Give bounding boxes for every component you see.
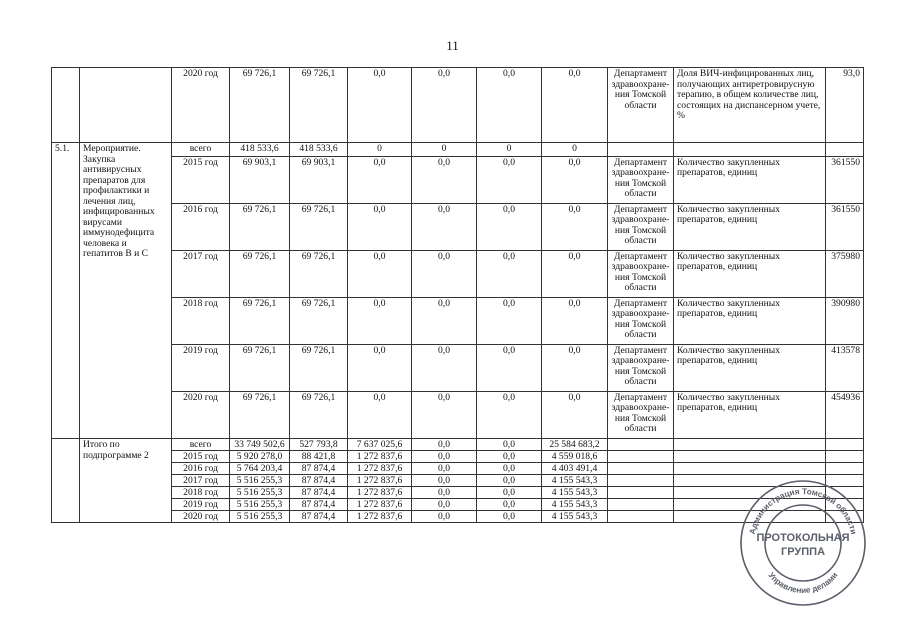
department-cell: Департамент здравоохране-ния Томской области xyxy=(608,344,674,391)
indicator-value-cell: 361550 xyxy=(826,156,864,203)
fund-cell: 0 xyxy=(477,143,542,157)
total-cell: 418 533,6 xyxy=(230,143,290,157)
regional-cell: 0,0 xyxy=(348,250,412,297)
regional-cell: 0,0 xyxy=(348,156,412,203)
federal-cell: 87 874,4 xyxy=(290,462,348,474)
other-cell: 0,0 xyxy=(542,203,608,250)
year-cell: 2020 год xyxy=(172,391,230,438)
fund-cell: 0,0 xyxy=(477,203,542,250)
federal-cell: 527 793,8 xyxy=(290,438,348,450)
indicator-value-cell: 454936 xyxy=(826,391,864,438)
fund-cell: 0,0 xyxy=(477,68,542,143)
total-cell: 5 764 203,4 xyxy=(230,462,290,474)
other-cell: 4 155 543,3 xyxy=(542,486,608,498)
year-cell: 2020 год xyxy=(172,68,230,143)
fund-cell: 0,0 xyxy=(477,297,542,344)
total-cell: 69 726,1 xyxy=(230,391,290,438)
empty-cell xyxy=(608,450,674,462)
total-cell: 5 516 255,3 xyxy=(230,510,290,522)
page-number: 11 xyxy=(446,38,459,53)
fund-cell: 0,0 xyxy=(477,462,542,474)
total-cell: 69 726,1 xyxy=(230,297,290,344)
total-cell: 69 726,1 xyxy=(230,344,290,391)
federal-cell: 69 726,1 xyxy=(290,68,348,143)
fund-cell: 0,0 xyxy=(477,344,542,391)
other-cell: 4 403 491,4 xyxy=(542,462,608,474)
table-row xyxy=(52,391,864,438)
local-cell: 0,0 xyxy=(412,486,477,498)
local-cell: 0,0 xyxy=(412,156,477,203)
local-cell: 0,0 xyxy=(412,474,477,486)
program-table xyxy=(51,67,864,523)
year-cell: 2017 год xyxy=(172,474,230,486)
year-cell: 2019 год xyxy=(172,498,230,510)
table-row xyxy=(52,143,864,157)
empty-cell xyxy=(608,438,674,450)
empty-cell xyxy=(608,510,674,522)
empty-cell xyxy=(826,450,864,462)
summary-title: Итого по подпрограмме 2 xyxy=(80,438,172,522)
year-cell: 2017 год xyxy=(172,250,230,297)
other-cell: 0,0 xyxy=(542,391,608,438)
federal-cell: 87 874,4 xyxy=(290,486,348,498)
table-row xyxy=(52,450,864,462)
year-cell: 2018 год xyxy=(172,297,230,344)
other-cell: 4 155 543,3 xyxy=(542,498,608,510)
empty-cell xyxy=(674,450,826,462)
fund-cell: 0,0 xyxy=(477,498,542,510)
fund-cell: 0,0 xyxy=(477,438,542,450)
table-row xyxy=(52,297,864,344)
stamp-seal xyxy=(738,478,868,608)
stamp-center-line1: ПРОТОКОЛЬНАЯ xyxy=(756,532,850,544)
regional-cell: 0,0 xyxy=(348,344,412,391)
federal-cell: 69 726,1 xyxy=(290,250,348,297)
local-cell: 0,0 xyxy=(412,510,477,522)
regional-cell: 1 272 837,6 xyxy=(348,450,412,462)
local-cell: 0,0 xyxy=(412,250,477,297)
indicator-value-cell: 413578 xyxy=(826,344,864,391)
regional-cell: 0,0 xyxy=(348,297,412,344)
department-cell: Департамент здравоохране-ния Томской области xyxy=(608,68,674,143)
other-cell: 4 155 543,3 xyxy=(542,510,608,522)
regional-cell: 1 272 837,6 xyxy=(348,486,412,498)
year-cell: всего xyxy=(172,438,230,450)
local-cell: 0,0 xyxy=(412,498,477,510)
total-cell: 33 749 502,6 xyxy=(230,438,290,450)
empty-cell xyxy=(52,438,80,522)
local-cell: 0,0 xyxy=(412,462,477,474)
measure-title: Мероприятие. Закупка антивирусных препаратов для профилактики и лечения лиц, инфицированных вирусами иммунодефицита человека и гепатитов В и С xyxy=(80,143,172,439)
empty-cell xyxy=(608,486,674,498)
fund-cell: 0,0 xyxy=(477,474,542,486)
federal-cell: 69 726,1 xyxy=(290,203,348,250)
table-row xyxy=(52,156,864,203)
indicator-cell: Количество закупленных препаратов, единиц xyxy=(674,297,826,344)
regional-cell: 0,0 xyxy=(348,203,412,250)
other-cell: 0,0 xyxy=(542,297,608,344)
other-cell: 4 155 543,3 xyxy=(542,474,608,486)
federal-cell: 418 533,6 xyxy=(290,143,348,157)
local-cell: 0 xyxy=(412,143,477,157)
other-cell: 25 584 683,2 xyxy=(542,438,608,450)
total-cell: 69 726,1 xyxy=(230,250,290,297)
fund-cell: 0,0 xyxy=(477,156,542,203)
total-cell: 69 726,1 xyxy=(230,203,290,250)
fund-cell: 0,0 xyxy=(477,486,542,498)
local-cell: 0,0 xyxy=(412,391,477,438)
indicator-value-cell: 93,0 xyxy=(826,68,864,143)
empty-cell xyxy=(608,498,674,510)
local-cell: 0,0 xyxy=(412,68,477,143)
federal-cell: 88 421,8 xyxy=(290,450,348,462)
stamp-center-line2: ГРУППА xyxy=(780,546,826,558)
table-row xyxy=(52,462,864,474)
federal-cell: 87 874,4 xyxy=(290,474,348,486)
total-cell: 69 903,1 xyxy=(230,156,290,203)
indicator-value-cell: 375980 xyxy=(826,250,864,297)
fund-cell: 0,0 xyxy=(477,450,542,462)
department-cell: Департамент здравоохране-ния Томской области xyxy=(608,156,674,203)
regional-cell: 0,0 xyxy=(348,391,412,438)
other-cell: 4 559 018,6 xyxy=(542,450,608,462)
fund-cell: 0,0 xyxy=(477,250,542,297)
indicator-value-cell: 390980 xyxy=(826,297,864,344)
other-cell: 0,0 xyxy=(542,156,608,203)
fund-cell: 0,0 xyxy=(477,510,542,522)
federal-cell: 87 874,4 xyxy=(290,498,348,510)
indicator-cell: Количество закупленных препаратов, единиц xyxy=(674,344,826,391)
table-row xyxy=(52,203,864,250)
empty-cell xyxy=(608,462,674,474)
empty-cell xyxy=(674,438,826,450)
regional-cell: 1 272 837,6 xyxy=(348,462,412,474)
local-cell: 0,0 xyxy=(412,438,477,450)
local-cell: 0,0 xyxy=(412,203,477,250)
indicator-cell: Доля ВИЧ-инфицированных лиц, получающих антиретровирусную терапию, в общем количестве лиц, состоящих на диспансерном учете, % xyxy=(674,68,826,143)
other-cell: 0,0 xyxy=(542,68,608,143)
federal-cell: 69 726,1 xyxy=(290,344,348,391)
table-row xyxy=(52,438,864,450)
measure-number: 5.1. xyxy=(52,143,80,439)
federal-cell: 69 726,1 xyxy=(290,391,348,438)
other-cell: 0,0 xyxy=(542,250,608,297)
regional-cell: 1 272 837,6 xyxy=(348,510,412,522)
regional-cell: 1 272 837,6 xyxy=(348,474,412,486)
year-cell: 2019 год xyxy=(172,344,230,391)
local-cell: 0,0 xyxy=(412,450,477,462)
indicator-cell: Количество закупленных препаратов, единиц xyxy=(674,250,826,297)
local-cell: 0,0 xyxy=(412,297,477,344)
department-cell: Департамент здравоохране-ния Томской области xyxy=(608,391,674,438)
department-cell: Департамент здравоохране-ния Томской области xyxy=(608,297,674,344)
federal-cell: 69 903,1 xyxy=(290,156,348,203)
federal-cell: 69 726,1 xyxy=(290,297,348,344)
stamp-bottom-text: Управление делами xyxy=(766,570,840,596)
department-cell: Департамент здравоохране-ния Томской области xyxy=(608,250,674,297)
federal-cell: 87 874,4 xyxy=(290,510,348,522)
total-cell: 5 516 255,3 xyxy=(230,486,290,498)
year-cell: 2016 год xyxy=(172,203,230,250)
indicator-cell: Количество закупленных препаратов, единиц xyxy=(674,203,826,250)
regional-cell: 7 637 025,6 xyxy=(348,438,412,450)
total-cell: 5 516 255,3 xyxy=(230,474,290,486)
total-cell: 5 516 255,3 xyxy=(230,498,290,510)
year-cell: всего xyxy=(172,143,230,157)
year-cell: 2018 год xyxy=(172,486,230,498)
year-cell: 2020 год xyxy=(172,510,230,522)
indicator-value-cell: 361550 xyxy=(826,203,864,250)
total-cell: 69 726,1 xyxy=(230,68,290,143)
empty-cell xyxy=(674,462,826,474)
regional-cell: 0,0 xyxy=(348,68,412,143)
table-row xyxy=(52,250,864,297)
empty-cell xyxy=(608,474,674,486)
regional-cell: 0 xyxy=(348,143,412,157)
year-cell: 2016 год xyxy=(172,462,230,474)
indicator-cell: Количество закупленных препаратов, единиц xyxy=(674,156,826,203)
stamp-outer-text: Администрация Томской области xyxy=(747,486,859,536)
year-cell: 2015 год xyxy=(172,156,230,203)
local-cell: 0,0 xyxy=(412,344,477,391)
empty-cell xyxy=(826,462,864,474)
empty-cell xyxy=(826,438,864,450)
total-cell: 5 920 278,0 xyxy=(230,450,290,462)
fund-cell: 0,0 xyxy=(477,391,542,438)
indicator-cell: Количество закупленных препаратов, единиц xyxy=(674,391,826,438)
table-row xyxy=(52,68,864,143)
table-row xyxy=(52,344,864,391)
other-cell: 0,0 xyxy=(542,344,608,391)
other-cell: 0 xyxy=(542,143,608,157)
department-cell: Департамент здравоохране-ния Томской области xyxy=(608,203,674,250)
year-cell: 2015 год xyxy=(172,450,230,462)
regional-cell: 1 272 837,6 xyxy=(348,498,412,510)
